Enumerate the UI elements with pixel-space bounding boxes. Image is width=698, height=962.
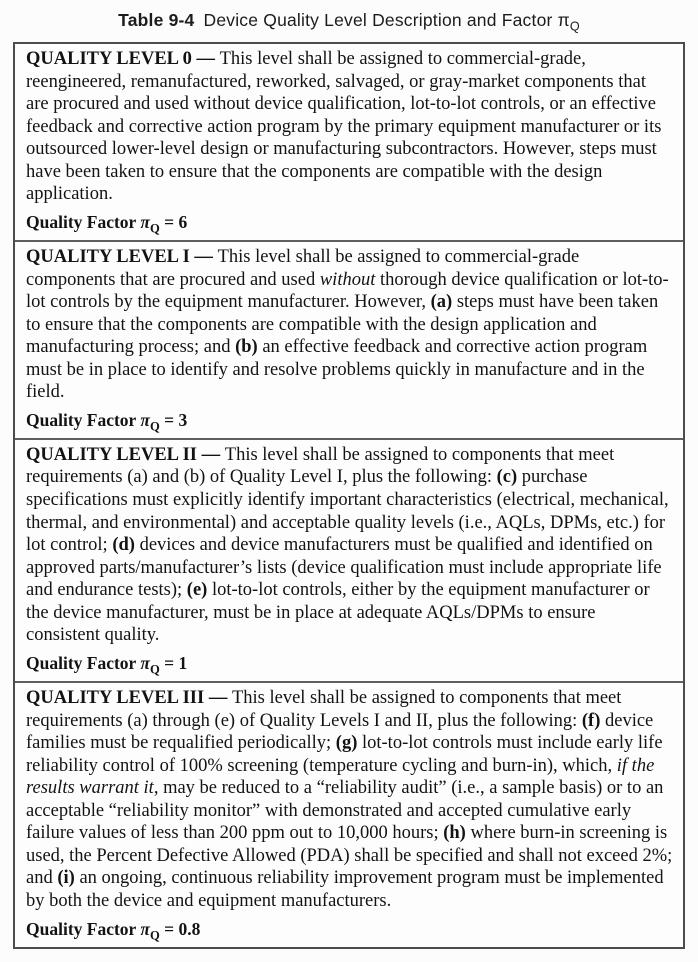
quality-level-0-description: QUALITY LEVEL 0 — This level shall be assigned to commercial-grade, reengineered, remanufactured, reworked, salvaged, or gray-market components that are procured and used without device qualification, lot-to-lot controls, or an effective feedback and corrective action program by the primary equipment manufacturer or its outsourced lower-level design or manufacturing subcontractors. However, steps must have been taken to ensure that the components are compatible with the design application. xyxy=(26,49,662,205)
table-title-text: Device Quality Level Description and Factor xyxy=(203,10,553,30)
quality-level-3-section xyxy=(15,683,683,947)
quality-table xyxy=(13,42,685,949)
quality-level-1-description: QUALITY LEVEL I — This level shall be assigned to commercial-grade components that are procured and used without thorough device qualification or lot-to-lot controls by the equipment manufacturer. However, (a) steps must have been taken to ensure that the components are compatible with the design application and manufacturing process; and (b) an effective feedback and corrective action program must be in place to identify and resolve problems quickly in manufacture and in the field. xyxy=(26,246,669,403)
quality-level-0-section xyxy=(15,44,683,242)
quality-level-2-quality-factor: Quality Factor $\pi_Q = 1$ xyxy=(26,652,188,677)
quality-level-1-section xyxy=(15,242,683,440)
quality-level-0-quality-factor: Quality Factor $\pi_Q = 6$ xyxy=(26,211,188,236)
quality-level-1-quality-factor: Quality Factor $\pi_Q = 3$ xyxy=(26,409,188,434)
table-title xyxy=(0,0,698,39)
pi-q-symbol: $\pi_Q$ xyxy=(557,10,580,34)
quality-level-3-quality-factor: Quality Factor $\pi_Q = 0.8$ xyxy=(26,918,201,943)
quality-level-2-description: QUALITY LEVEL II — This level shall be assigned to components that meet requirements (a) and (b) of Quality Level I, plus the following: (c) purchase specifications must explicitly identify important characteristics (electrical, mechanical, thermal, and environmental) and acceptable quality levels (i.e., AQLs, DPMs, etc.) for lot control; (d) devices and device manufacturers must be qualified and identified on approved parts/manufacturer’s lists (device qualification must include appropriate life and endurance tests); (e) lot-to-lot controls, either by the equipment manufacturer or the device manufacturer, must be in place at adequate AQLs/DPMs to ensure consistent quality. xyxy=(26,444,669,646)
quality-level-2-section xyxy=(15,440,683,683)
table-number: Table 9-4 xyxy=(118,10,195,30)
quality-level-3-description: QUALITY LEVEL III — This level shall be assigned to components that meet requirements (a) through (e) of Quality Levels I and II, plus the following: (f) device families must be requalified periodically; (g) lot-to-lot controls must include early life reliability control of 100% screening (temperature cycling and burn-in), which, if the results warrant it, may be reduced to a “reliability audit” (i.e., a sample basis) or to an acceptable “reliability monitor” with demonstrated and accepted cumulative early failure values of less than 200 ppm out to 10,000 hours; (h) where burn-in screening is used, the Percent Defective Allowed (PDA) shall be specified and shall not exceed 2%; and (i) an ongoing, continuous reliability improvement program must be implemented by both the device and equipment manufacturers. xyxy=(26,687,673,911)
